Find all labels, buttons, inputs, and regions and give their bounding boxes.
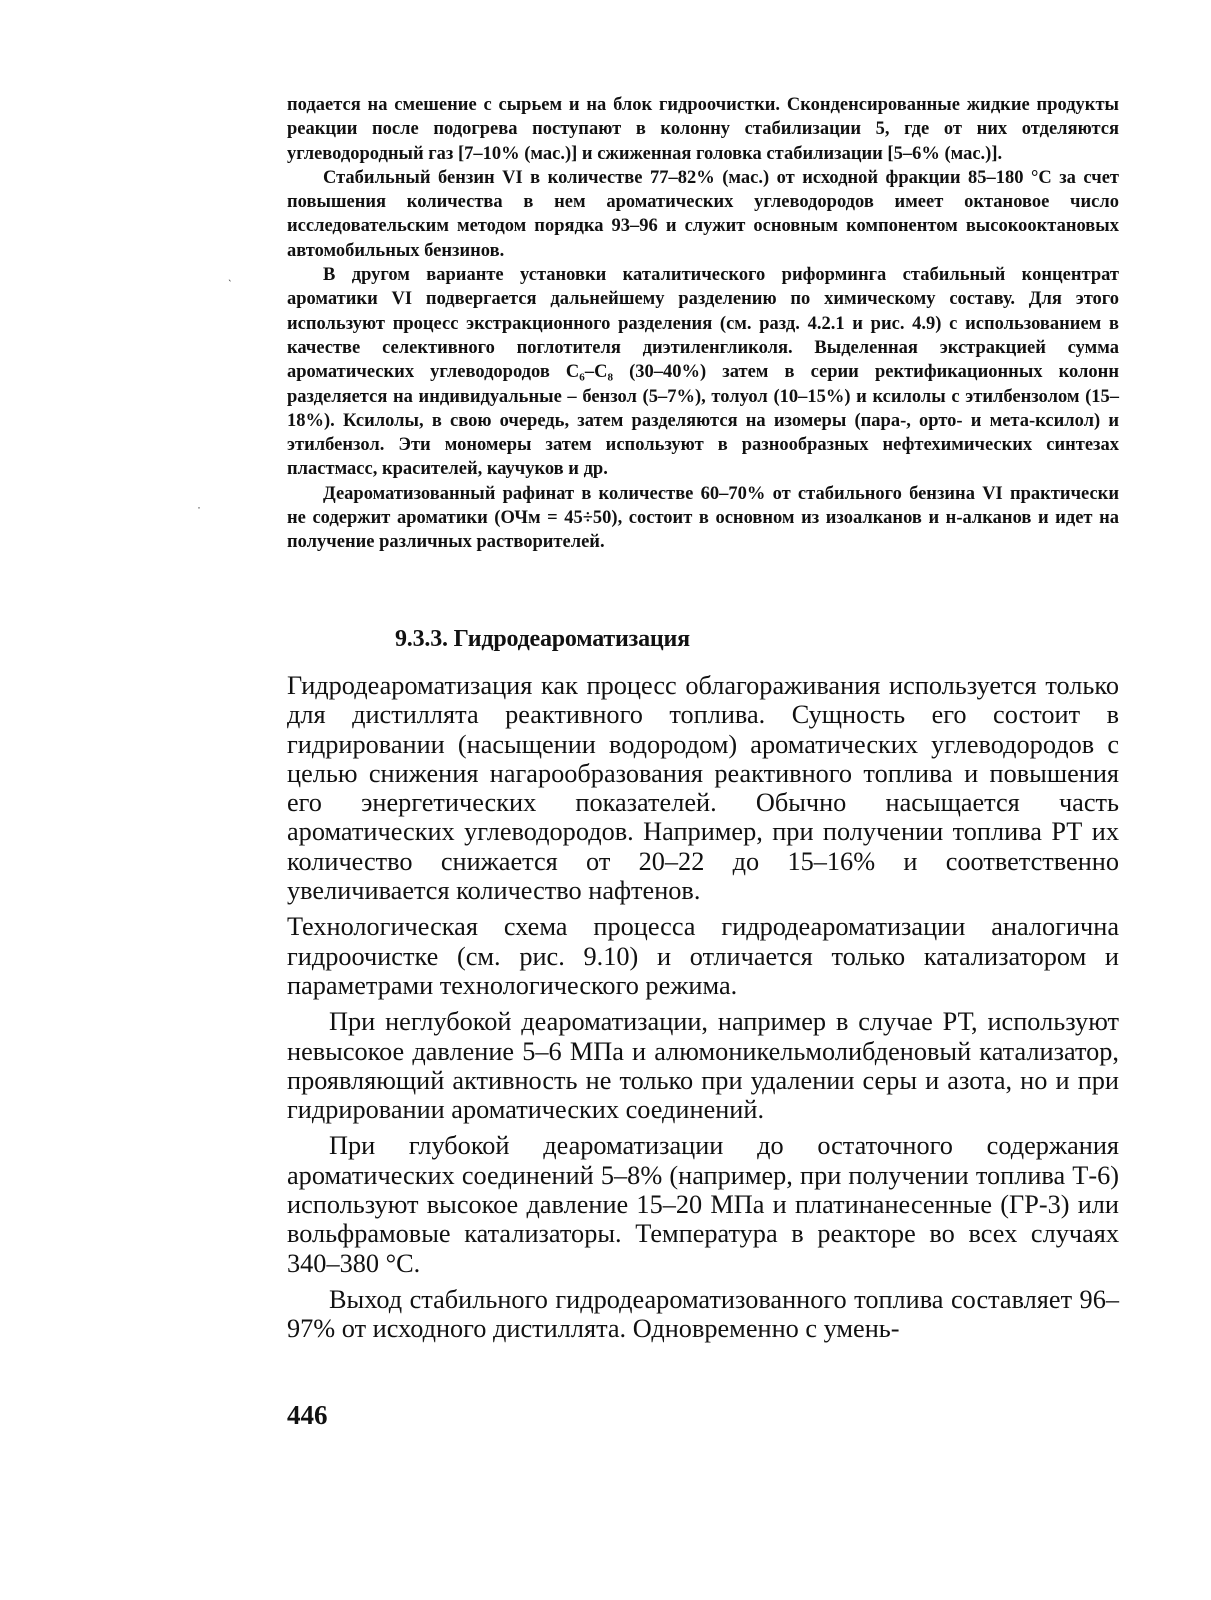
paragraph-shallow: При неглубокой деароматизации, например в случае РТ, используют невысокое давление 5–6 МПа и алюмоникельмолибденовый катализатор, проявляющий активность не только при удалении серы и азота, но и при гидрировании ароматических соединений. [287, 1007, 1119, 1125]
paragraph-continuation: подается на смешение с сырьем и на блок гидроочистки. Сконденсированные жидкие продукты реакции после подогрева поступают в колонну стабилизации 5, где от них отделяются углеводородный газ [7–10% (мас.)] и сжиженная головка стабилизации [5–6% (мас.)]. [287, 95, 1119, 164]
scan-speck: ˎ [228, 268, 232, 282]
paragraph-reforming-variant: В другом варианте установки каталитического риформинга стабильный концентрат ароматики VI подвергается дальнейшему разделению по химическому составу. Для этого используют процесс экстракционного разделения (см. разд. 4.2.1 и рис. 4.9) с использованием в качестве селективного поглотителя диэтиленгликоля. Выделенная экстракцией сумма ароматических углеводородов С₆–С₈ (30–40%) затем в серии ректификационных колонн разделяется на индивидуальные – бензол (5–7%), толуол (10–15%) и ксилолы с этилбензолом (15–18%). Ксилолы, в свою очередь, затем разделяются на изомеры (пара-, орто- и мета-ксилол) и этилбензол. Эти мономеры затем используют в разнообразных нефтехимических синтезах пластмасс, красителей, каучуков и др. [287, 265, 1119, 480]
page-number: 446 [287, 1400, 328, 1430]
scan-speck: · [197, 500, 201, 514]
main-text-block [287, 671, 1119, 1351]
paragraph-stable-gasoline: Стабильный бензин VI в количестве 77–82% (мас.) от исходной фракции 85–180 °С за счет повышения количества в нем ароматических углеводородов имеет октановое число исследовательским методом порядка 93–96 и служит основным компонентом высокооктановых автомобильных бензинов. [287, 167, 1119, 261]
paragraph-yield: Выход стабильного гидродеароматизованного топлива составляет 96–97% от исходного дистиллята. Одновременно с умень- [287, 1284, 1119, 1344]
paragraph-raffinate: Деароматизованный рафинат в количестве 60–70% от стабильного бензина VI практически не содержит ароматики (ОЧм = 45÷50), состоит в основном из изоалканов и н-алканов и идет на получение различных растворителей. [287, 483, 1119, 553]
paragraph-scheme: Технологическая схема процесса гидродеароматизации аналогична гидроочистке (см. рис. 9.10) и отличается только катализатором и параметрами технологического режима. [287, 912, 1119, 1000]
paragraph-deep: При глубокой деароматизации до остаточного содержания ароматических соединений 5–8% (например, при получении топлива Т-6) используют высокое давление 15–20 МПа и платинанесенные (ГР-3) или вольфрамовые катализаторы. Температура в реакторе во всех случаях 340–380 °С. [287, 1131, 1119, 1278]
paragraph-intro: Гидродеароматизация как процесс облагораживания используется только для дистиллята реактивного топлива. Сущность его состоит в гидрировании (насыщении водородом) ароматических углеводородов с целью снижения нагарообразования реактивного топлива и повышения его энергетических показателей. Обычно насыщается часть ароматических углеводородов. Например, при получении топлива РТ их количество снижается от 20–22 до 15–16% и соответственно увеличивается количество нафтенов. [287, 671, 1119, 906]
top-text-block [287, 93, 1119, 555]
section-title: 9.3.3. Гидродеароматизация [395, 626, 690, 652]
